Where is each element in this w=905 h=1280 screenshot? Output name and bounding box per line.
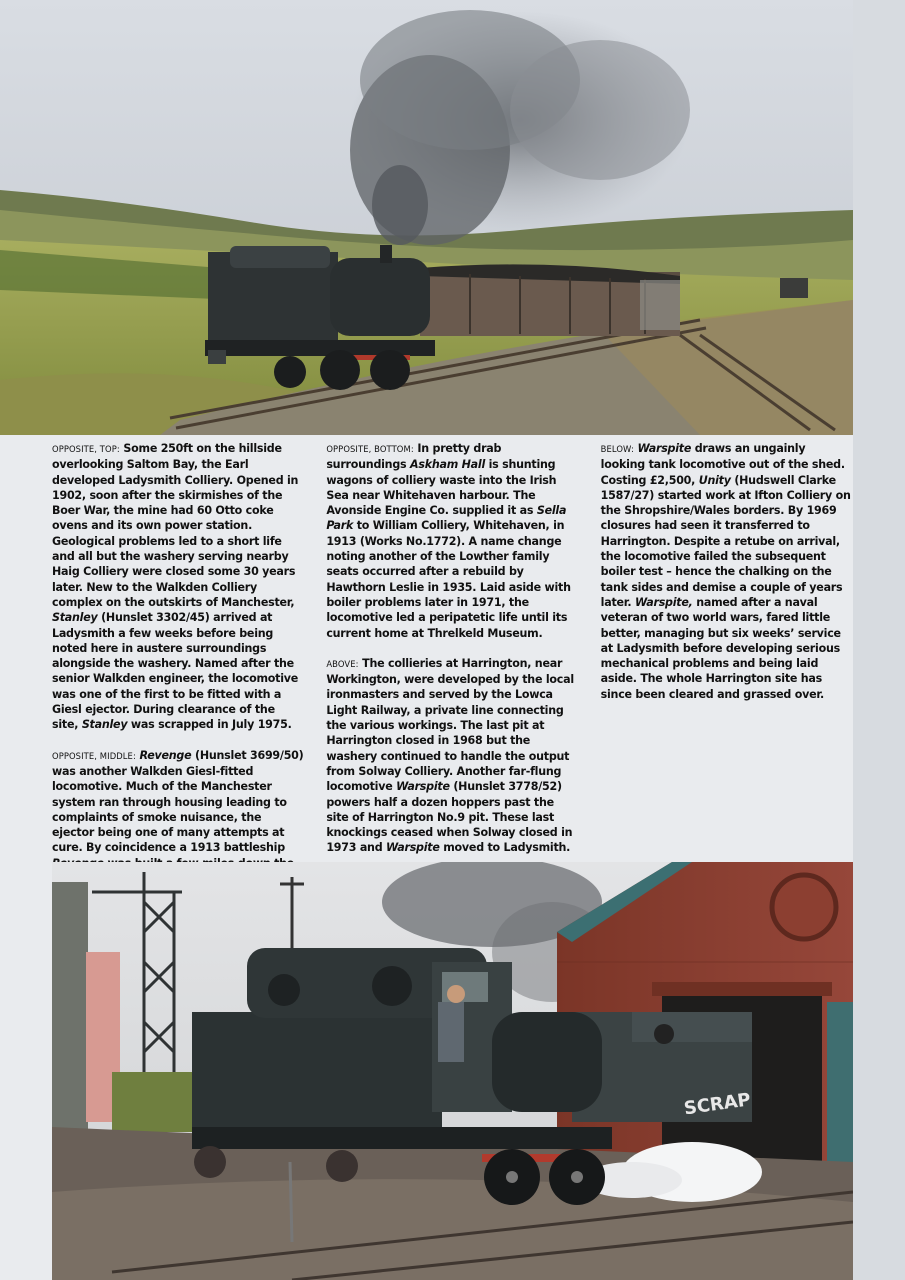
caption-italic-name: Unity	[698, 473, 731, 487]
caption-text: (Hunslet 3302/45) arrived at Ladysmith a few weeks before being noted here in austere surroundings alongside the washery. Named after the senior Walkden engineer, the locomotive was one of the first to be fitted with a Giesl ejector. During clearance of the site,	[52, 611, 299, 732]
photo-top	[0, 0, 853, 435]
caption-text: to William Colliery, Whitehaven, in 1913 (Works No.1772). A name change noting another of the Lowther family seats occurred after a rebuild by Hawthorn Leslie in 1935. Laid aside with boiler problems later in 1971, the locomotive led a peripatetic life until its current home at Threlkeld Museum.	[326, 519, 571, 640]
caption-columns	[52, 441, 853, 855]
photo-bottom-scene	[52, 862, 853, 1280]
caption-italic-name: Warspite	[386, 841, 440, 855]
caption-italic-name: Stanley	[81, 718, 128, 732]
photo-top-scene	[0, 0, 853, 435]
caption-text: (Hunslet 3778/52) powers half a dozen hoppers past the site of Harrington No.9 pit. These last knockings ceased when Solway closed in 1973 and	[326, 780, 573, 855]
caption-above	[326, 656, 578, 856]
caption-lead: OPPOSITE, MIDDLE:	[52, 750, 136, 761]
caption-text: (Hudswell Clarke 1587/27) started work at Ifton Colliery on the Shropshire/Wales borders. By 1969 closures had seen it transferred to Harrington. Despite a retube on arrival, the locomotive failed the subsequent boiler test – hence the chalking on the tank sides and demise a couple of years later.	[600, 473, 851, 609]
caption-italic-name: Askham Hall	[410, 458, 485, 472]
caption-text: Some 250ft on the hillside overlooking Saltom Bay, the Earl developed Ladysmith Colliery. Opened in 1902, soon after the skirmishes of the Boer War, the mine had 60 Otto coke ovens and its own power station. Geological problems led to a short life and all but the washery serving nearby Haig Colliery were closed some 30 years later. New to the Walkden Colliery complex on the outskirts of Manchester,	[52, 442, 299, 609]
caption-text: moved to Ladysmith.	[439, 841, 571, 855]
caption-text: was scrapped in July 1975.	[127, 718, 292, 732]
caption-text: draws an ungainly looking tank locomotive out of the shed. Costing £2,500,	[600, 442, 845, 487]
page-edge	[853, 0, 905, 1280]
caption-text: In pretty drab surroundings	[326, 442, 502, 472]
caption-text: (Hunslet 3699/50) was another Walkden Giesl-fitted locomotive. Much of the Manchester system ran through housing leading to complaints of smoke nuisance, the ejector being one of many attempts at cure. By coincidence a 1913 battleship	[52, 748, 304, 855]
caption-lead: BELOW:	[600, 444, 634, 454]
caption-lead: OPPOSITE, BOTTOM:	[326, 444, 414, 454]
caption-text: named after a naval veteran of two world wars, fared little better, managing but six weeks’ service at Ladysmith before developing serious mechanical problems and being laid aside. The whole Harrington site has since been cleared and grassed over.	[600, 595, 841, 701]
column-2	[326, 441, 578, 855]
caption-italic-name: Warspite	[637, 442, 692, 455]
caption-lead: ABOVE:	[326, 658, 359, 669]
caption-lead: OPPOSITE, TOP:	[52, 444, 120, 454]
caption-text: The collieries at Harrington, near Workington, were developed by the local ironmasters and served by the Lowca Light Railway, a private line connecting the various workings. The last pit at Harrington closed in 1968 but the washery continued to handle the output from Solway Colliery. Another far-flung locomotive	[326, 656, 574, 794]
caption-opposite-top	[52, 441, 304, 733]
caption-italic-name: Stanley	[52, 611, 98, 625]
caption-italic-name: Warspite,	[635, 595, 693, 609]
column-1	[52, 441, 304, 855]
caption-italic-name: Warspite	[396, 780, 450, 794]
caption-italic-name: Revenge	[139, 748, 192, 762]
photo-bottom	[52, 862, 853, 1280]
caption-opposite-bottom	[326, 441, 578, 641]
caption-text: is shunting wagons of colliery waste into the Irish Sea near Whitehaven harbour. The Avonside Engine Co. supplied it as	[326, 458, 557, 518]
caption-below	[601, 441, 853, 702]
scrap-chalk-text: SCRAP	[682, 1089, 753, 1120]
caption-italic-name: Sella Park	[326, 504, 567, 533]
column-3	[601, 441, 853, 855]
